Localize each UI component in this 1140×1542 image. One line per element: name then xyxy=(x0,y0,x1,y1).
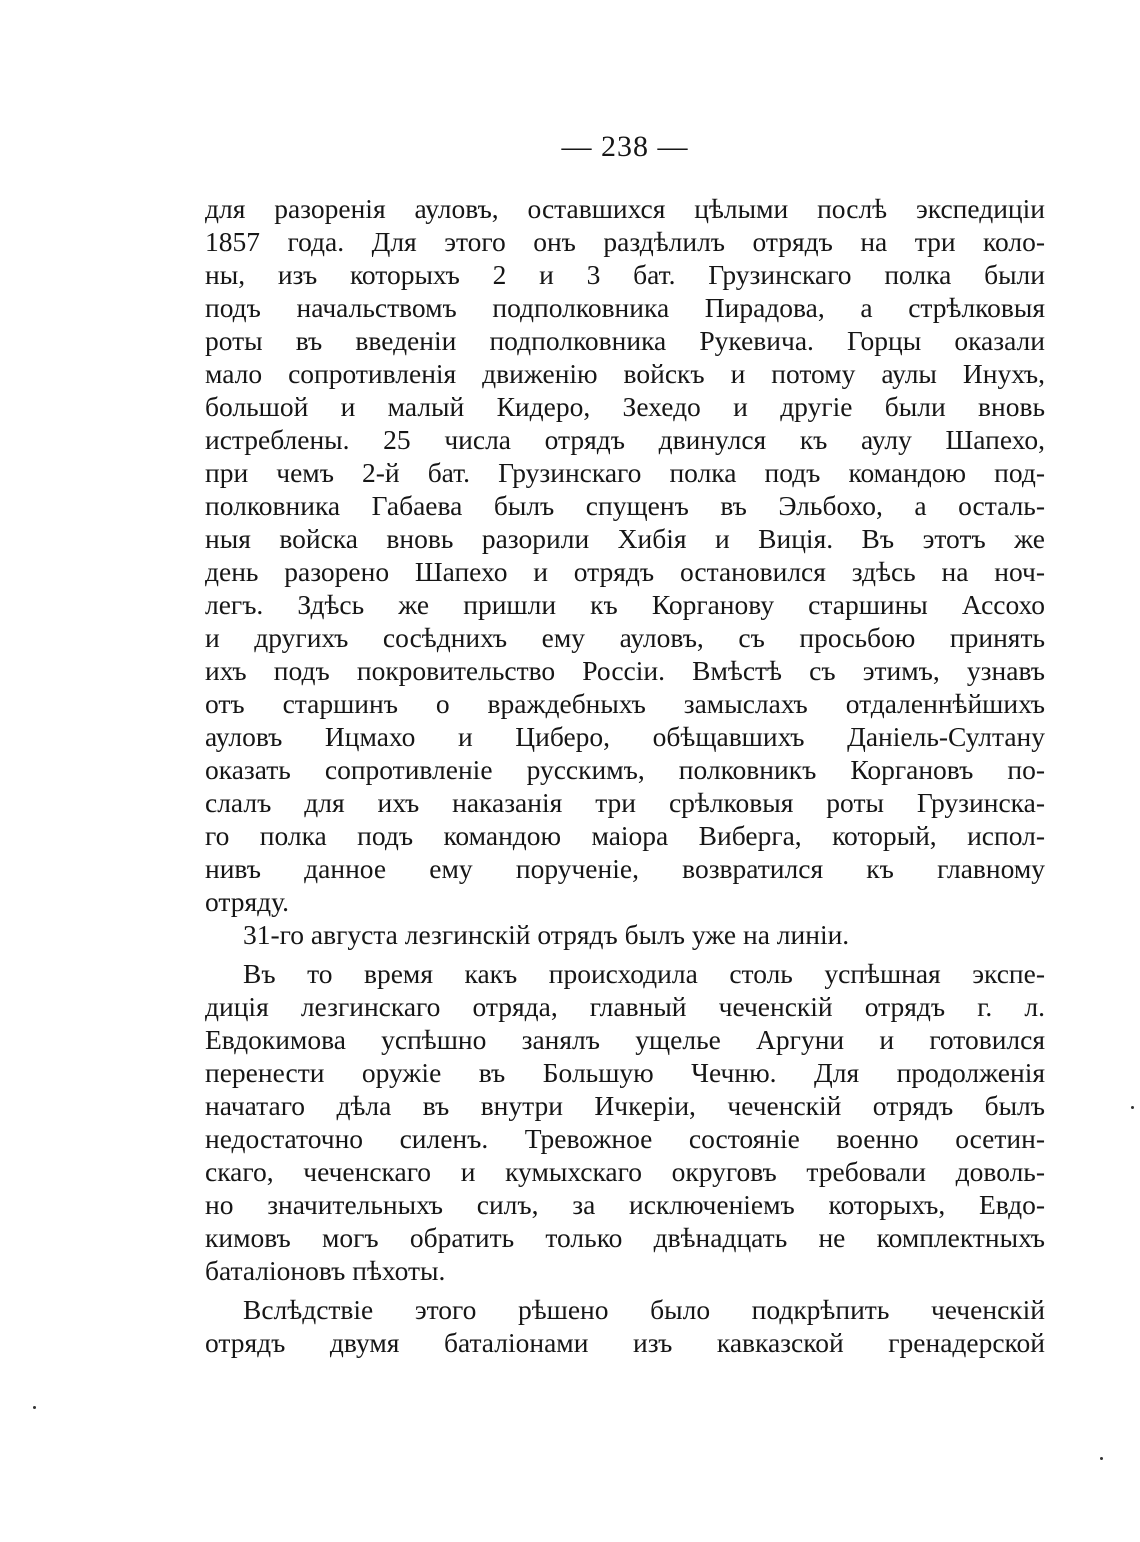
text-line: кимовъ могъ обратить только двѣнадцать не комплектныхъ xyxy=(205,1222,1045,1253)
text-line: 31-го августа лезгинскій отрядъ былъ уже на линіи. xyxy=(243,919,850,950)
text-line: для разоренія ауловъ, оставшихся цѣлыми послѣ экспедиціи xyxy=(205,193,1045,224)
paragraph xyxy=(205,957,1045,1287)
text-line: истреблены. 25 числа отрядъ двинулся къ аулу Шапехо, xyxy=(205,424,1045,455)
body-text xyxy=(205,192,1045,1359)
text-line: ихъ подъ покровительство Россіи. Вмѣстѣ съ этимъ, узнавъ xyxy=(205,655,1045,686)
text-line: ныя войска вновь разорили Хибія и Виція. Въ этотъ же xyxy=(205,523,1045,554)
text-line: день разорено Шапехо и отрядъ остановился здѣсь на ноч- xyxy=(205,556,1045,587)
text-line: при чемъ 2-й бат. Грузинскаго полка подъ командою под- xyxy=(205,457,1045,488)
scan-speck xyxy=(1100,1457,1103,1460)
text-line: легъ. Здѣсь же пришли къ Корганову старшины Ассохо xyxy=(205,589,1045,620)
text-line: баталіоновъ пѣхоты. xyxy=(205,1255,446,1286)
text-line: роты въ введеніи подполковника Рукевича. Горцы оказали xyxy=(205,325,1045,356)
text-line: отрядъ двумя баталіонами изъ кавказской гренадерской xyxy=(205,1327,1045,1358)
text-line: перенести оружіе въ Большую Чечню. Для продолженія xyxy=(205,1057,1045,1088)
scan-speck xyxy=(1131,1106,1134,1109)
text-line: недостаточно силенъ. Тревожное состояніе военно осетин- xyxy=(205,1123,1045,1154)
text-line: слалъ для ихъ наказанія три срѣлковыя роты Грузинска- xyxy=(205,787,1045,818)
text-line: полковника Габаева былъ спущенъ въ Эльбохо, а осталь- xyxy=(205,490,1045,521)
text-line: подъ начальствомъ подполковника Пирадова, а стрѣлковыя xyxy=(205,292,1045,323)
text-line: и другихъ сосѣднихъ ему ауловъ, съ просьбою принять xyxy=(205,622,1045,653)
text-line: большой и малый Кидеро, Зехедо и другіе были вновь xyxy=(205,391,1045,422)
text-line: Въ то время какъ происходила столь успѣшная экспе- xyxy=(243,958,1045,989)
text-line: начатаго дѣла въ внутри Ичкеріи, чеченскій отрядъ былъ xyxy=(205,1090,1045,1121)
paragraph xyxy=(205,192,1045,918)
text-line: 1857 года. Для этого онъ раздѣлилъ отрядъ на три коло- xyxy=(205,226,1045,257)
text-line: ауловъ Ицмахо и Циберо, обѣщавшихъ Даніель-Султану xyxy=(205,721,1045,752)
text-line: но значительныхъ силъ, за исключеніемъ которыхъ, Евдо- xyxy=(205,1189,1045,1220)
text-line: оказать сопротивленіе русскимъ, полковникъ Коргановъ по- xyxy=(205,754,1045,785)
paragraph xyxy=(205,1293,1045,1359)
text-line: диція лезгинскаго отряда, главный чеченскій отрядъ г. л. xyxy=(205,991,1045,1022)
text-line: скаго, чеченскаго и кумыхскаго округовъ требовали доволь- xyxy=(205,1156,1045,1187)
text-line: го полка подъ командою маіора Виберга, который, испол- xyxy=(205,820,1045,851)
text-line: ны, изъ которыхъ 2 и 3 бат. Грузинскаго полка были xyxy=(205,259,1045,290)
page-number: — 238 — xyxy=(561,130,689,163)
text-line: нивъ данное ему порученіе, возвратился къ главному xyxy=(205,853,1045,884)
text-line: мало сопротивленія движенію войскъ и потому аулы Инухъ, xyxy=(205,358,1045,389)
scan-speck xyxy=(33,1406,36,1409)
paragraph xyxy=(205,918,1045,951)
text-line: Вслѣдствіе этого рѣшено было подкрѣпить чеченскій xyxy=(243,1294,1045,1325)
text-line: отъ старшинъ о враждебныхъ замыслахъ отдаленнѣйшихъ xyxy=(205,688,1045,719)
text-line: Евдокимова успѣшно занялъ ущелье Аргуни и готовился xyxy=(205,1024,1045,1055)
text-line: отряду. xyxy=(205,886,290,917)
